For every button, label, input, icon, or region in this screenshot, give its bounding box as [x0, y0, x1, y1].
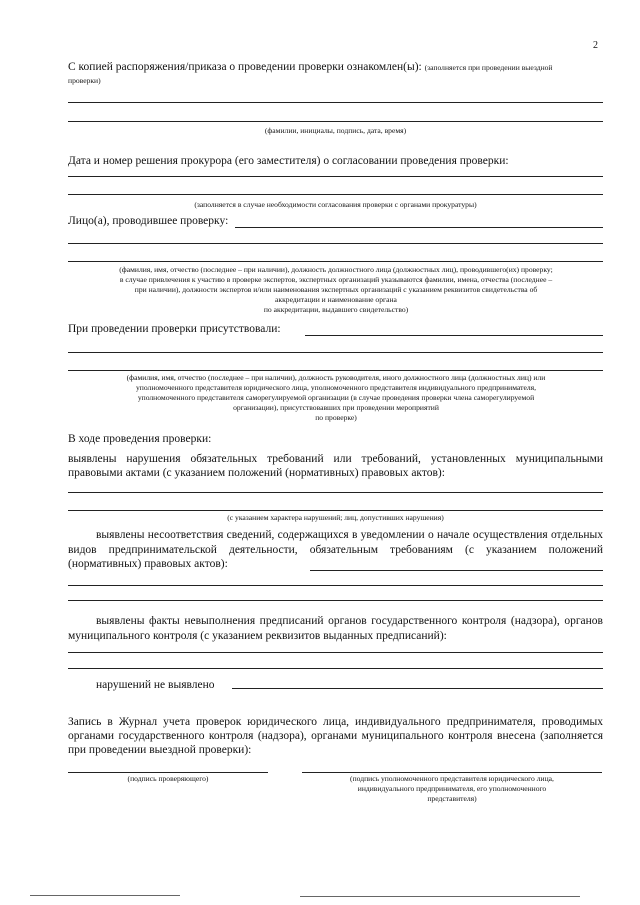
nonfulfil-text-1: выявлены факты невыполнения предписаний органов государственного контроля (надзора), органов [96, 615, 603, 627]
present-line-1[interactable] [305, 335, 603, 336]
representative-caption-line: индивидуального предпринимателя, его уполномоченного [357, 784, 547, 793]
violations-line-2[interactable] [68, 510, 603, 511]
inspectors-label: Лицо(а), проводившее проверку: [68, 215, 229, 227]
copy-ack-note-cont: проверки) [68, 76, 101, 85]
violations-line-1[interactable] [68, 492, 603, 493]
scan-artifact [300, 896, 580, 897]
journal-text-3: при проведении выездной проверки): [68, 744, 252, 756]
representative-signature-caption [296, 774, 608, 804]
mismatch-text-3: (нормативных) правовых актов): [68, 558, 228, 570]
representative-caption-line: представителя) [427, 794, 477, 803]
copy-ack-label-row [68, 60, 608, 75]
present-caption-line: уполномоченного представителя саморегулируемой организации (в случае проведения проверки члена саморегулируемой [137, 393, 535, 402]
inspectors-caption-line: по аккредитации, выдавшего свидетельство) [263, 305, 409, 314]
inspector-signature-caption: (подпись проверяющего) [127, 774, 209, 783]
violations-caption: (с указанием характера нарушений; лиц, допустивших нарушения) [227, 513, 444, 522]
present-caption-line: уполномоченного представителя юридического лица, уполномоченного представителя индивидуального предпринимателя, [135, 383, 537, 392]
present-caption-line: по проверке) [315, 413, 357, 422]
violations-text-1: выявлены нарушения обязательных требований или требований, установленных муниципальными [68, 453, 603, 465]
inspector-signature-line[interactable] [68, 772, 268, 773]
inspectors-line-3[interactable] [68, 261, 603, 262]
copy-ack-note: (заполняется при проведении выездной [424, 63, 553, 72]
present-caption-line: (фамилия, имя, отчество (последнее – при наличии), должность руководителя, иного должностного лица (должностных лиц) или [126, 373, 546, 382]
nonfulfil-text-2: муниципального контроля (с указанием реквизитов выданных предписаний): [68, 630, 447, 642]
mismatch-text-2: видов предпринимательской деятельности, обязательным требованиям (с указанием положений [68, 544, 603, 556]
none-found-label: нарушений не выявлено [96, 679, 215, 691]
copy-ack-line-1[interactable] [68, 102, 603, 103]
prosecutor-caption: (заполняется в случае необходимости согласования проверки с органами прокуратуры) [194, 200, 477, 209]
inspectors-caption-line: аккредитации и наименование органа [275, 295, 397, 304]
prosecutor-label: Дата и номер решения прокурора (его заместителя) о согласовании проведения проверки: [68, 155, 509, 167]
inspectors-caption-line: (фамилия, имя, отчество (последнее – при наличии), должность должностного лица (должностных лиц), проводившего(их) проверку; [119, 265, 553, 274]
inspectors-caption [62, 265, 610, 315]
page-number: 2 [593, 40, 598, 51]
mismatch-line-2[interactable] [68, 585, 603, 586]
during-heading: В ходе проведения проверки: [68, 433, 212, 445]
inspectors-caption-line: в случае привлечения к участию в проверке экспертов, экспертных организаций указываются фамилии, имена, отчества (последнее – [119, 275, 553, 284]
copy-ack-line-2[interactable] [68, 121, 603, 122]
present-caption [62, 373, 610, 423]
scan-artifact [30, 895, 180, 896]
mismatch-line-1[interactable] [310, 570, 603, 571]
present-line-2[interactable] [68, 352, 603, 353]
mismatch-text-1: выявлены несоответствия сведений, содержащихся в уведомлении о начале осуществления отдельных [96, 529, 603, 541]
inspectors-line-2[interactable] [68, 243, 603, 244]
present-line-3[interactable] [68, 370, 603, 371]
nonfulfil-line-2[interactable] [68, 668, 603, 669]
representative-signature-line[interactable] [302, 772, 602, 773]
violations-text-2: правовыми актами (с указанием положений (нормативных) правовых актов): [68, 467, 445, 479]
present-caption-line: организации), присутствовавших при проведении мероприятий [233, 403, 439, 412]
present-label: При проведении проверки присутствовали: [68, 323, 281, 335]
copy-ack-caption: (фамилии, инициалы, подпись, дата, время) [264, 126, 407, 135]
representative-caption-line: (подпись уполномоченного представителя юридического лица, [350, 774, 554, 783]
inspectors-caption-line: при наличии), должности экспертов и/или наименования экспертных организаций с указанием реквизитов свидетельства об [134, 285, 538, 294]
copy-ack-label: С копией распоряжения/приказа о проведении проверки ознакомлен(ы): [68, 61, 422, 73]
none-found-line[interactable] [232, 688, 603, 689]
inspectors-line-1[interactable] [235, 227, 603, 228]
journal-text-2: органами государственного контроля (надзора), органами муниципального контроля внесена (заполняется [68, 730, 603, 742]
prosecutor-line-1[interactable] [68, 176, 603, 177]
mismatch-line-3[interactable] [68, 600, 603, 601]
nonfulfil-line-1[interactable] [68, 652, 603, 653]
journal-text-1: Запись в Журнал учета проверок юридического лица, индивидуального предпринимателя, проводимых [68, 716, 603, 728]
prosecutor-line-2[interactable] [68, 194, 603, 195]
